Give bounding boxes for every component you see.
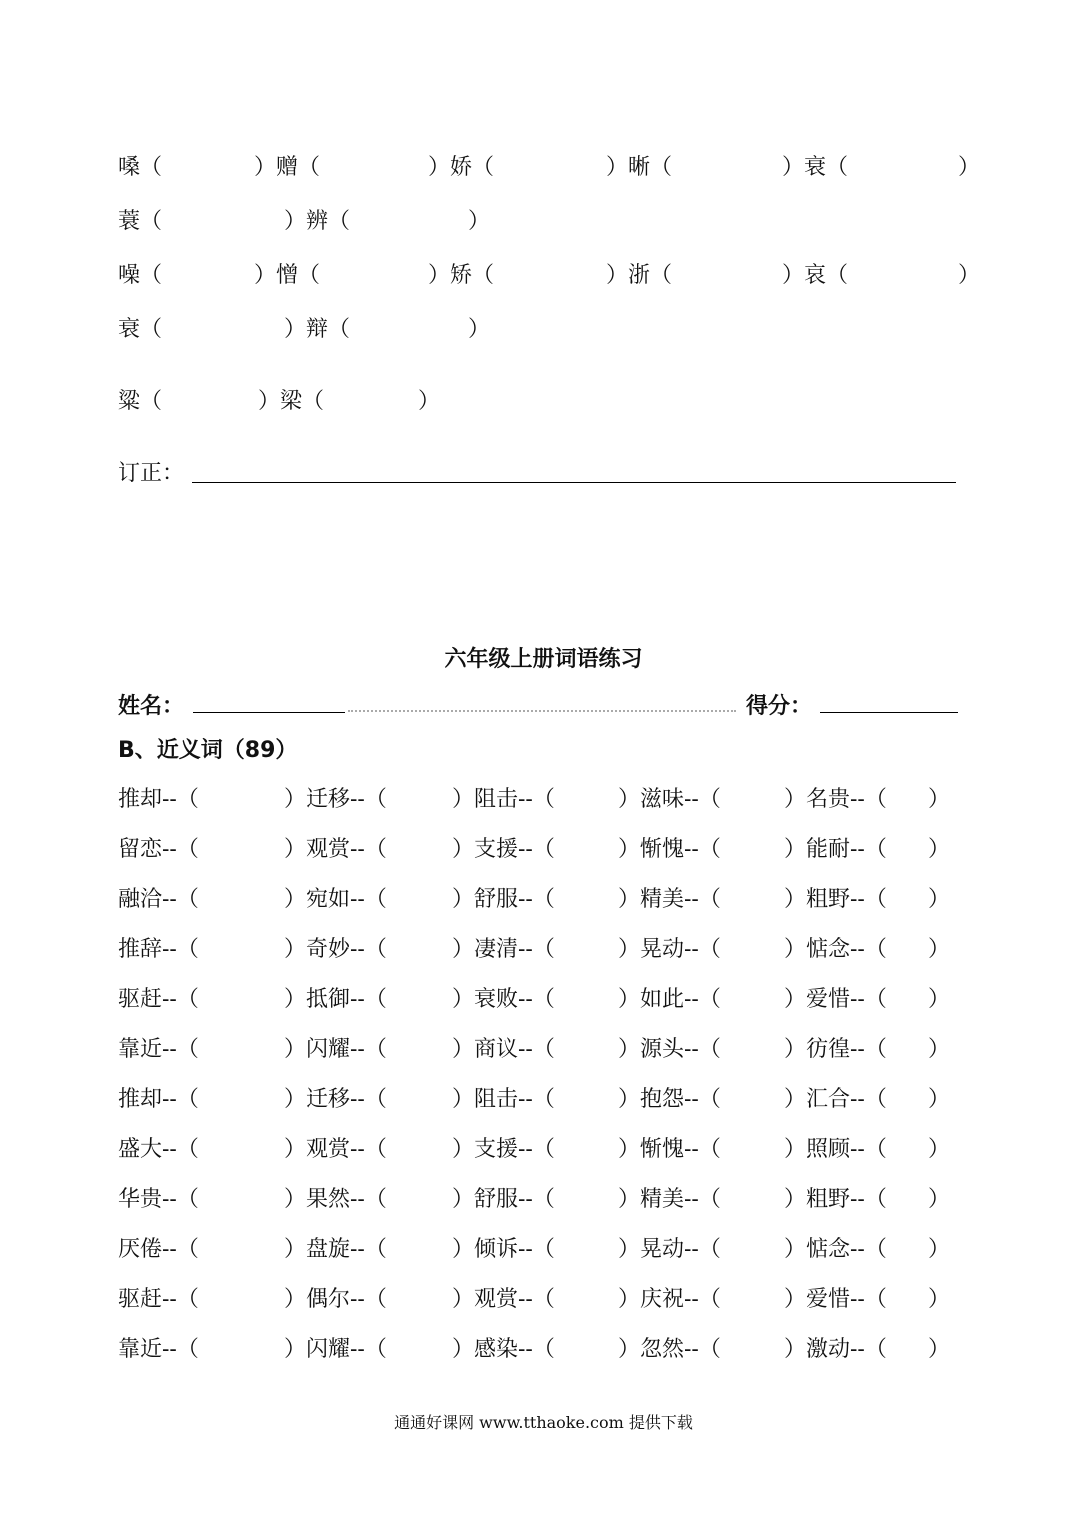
char-cell: 粱（ <box>118 389 163 414</box>
synonym-cell: ）爱惜--（ <box>784 987 887 1012</box>
synonym-cell: ）果然--（ <box>284 1187 387 1212</box>
synonym-cell: ）舒服--（ <box>452 887 555 912</box>
char-cell: ） <box>958 155 981 180</box>
synonym-cell: ）阻击--（ <box>452 1087 555 1112</box>
char-cell: ） <box>418 389 441 414</box>
synonym-cell: ）惦念--（ <box>784 1237 887 1262</box>
char-cell: ）衰（ <box>782 155 849 180</box>
synonym-cell: ） <box>928 1237 951 1262</box>
synonym-cell: 靠近--（ <box>118 1337 199 1362</box>
synonym-cell: 厌倦--（ <box>118 1237 199 1262</box>
synonym-cell: ）汇合--（ <box>784 1087 887 1112</box>
synonym-cell: ） <box>928 787 951 812</box>
synonym-cell: ）名贵--（ <box>784 787 887 812</box>
char-cell: 蓑（ <box>118 209 163 234</box>
score-line[interactable] <box>820 712 958 713</box>
footer-text: 通通好课网 www.tthaoke.com 提供下载 <box>394 1413 693 1432</box>
correction-line[interactable] <box>192 482 956 483</box>
synonym-cell: ）迁移--（ <box>284 1087 387 1112</box>
synonym-cell: ）舒服--（ <box>452 1187 555 1212</box>
synonym-cell: ） <box>928 1337 951 1362</box>
synonym-cell: ）激动--（ <box>784 1337 887 1362</box>
synonym-cell: ）惭愧--（ <box>618 1137 721 1162</box>
worksheet-title: 六年级上册词语练习 <box>444 647 643 672</box>
synonym-cell: ） <box>928 937 951 962</box>
char-cell: ）哀（ <box>782 263 849 288</box>
synonym-cell: 推却--（ <box>118 787 199 812</box>
synonym-cell: ）爱惜--（ <box>784 1287 887 1312</box>
synonym-cell: ）惭愧--（ <box>618 837 721 862</box>
synonym-cell: ）精美--（ <box>618 1187 721 1212</box>
char-cell: ）辩（ <box>284 317 351 342</box>
synonym-cell: 华贵--（ <box>118 1187 199 1212</box>
synonym-cell: ）如此--（ <box>618 987 721 1012</box>
synonym-cell: ）迁移--（ <box>284 787 387 812</box>
char-cell: ）矫（ <box>428 263 495 288</box>
synonym-cell: ）闪耀--（ <box>284 1337 387 1362</box>
synonym-cell: ）阻击--（ <box>452 787 555 812</box>
synonym-cell: ） <box>928 1087 951 1112</box>
synonym-cell: ）观赏--（ <box>452 1287 555 1312</box>
synonym-cell: ）闪耀--（ <box>284 1037 387 1062</box>
synonym-cell: ） <box>928 887 951 912</box>
synonym-cell: ）滋味--（ <box>618 787 721 812</box>
synonym-cell: ） <box>928 1037 951 1062</box>
synonym-cell: ）能耐--（ <box>784 837 887 862</box>
char-cell: ）晰（ <box>606 155 673 180</box>
synonym-cell: ）晃动--（ <box>618 1237 721 1262</box>
synonym-cell: ）粗野--（ <box>784 887 887 912</box>
char-cell: 嗓（ <box>118 155 163 180</box>
char-cell: ） <box>468 209 491 234</box>
synonym-cell: ）支援--（ <box>452 837 555 862</box>
char-cell: ）憎（ <box>254 263 321 288</box>
synonym-cell: ）盘旋--（ <box>284 1237 387 1262</box>
section-title: B、近义词（89） <box>118 738 298 763</box>
synonym-cell: 推却--（ <box>118 1087 199 1112</box>
synonym-cell: ）观赏--（ <box>284 837 387 862</box>
synonym-cell: ）倾诉--（ <box>452 1237 555 1262</box>
synonym-cell: ） <box>928 987 951 1012</box>
synonym-cell: ）奇妙--（ <box>284 937 387 962</box>
synonym-cell: ） <box>928 837 951 862</box>
synonym-cell: ）忽然--（ <box>618 1337 721 1362</box>
synonym-cell: ） <box>928 1137 951 1162</box>
synonym-cell: ）凄清--（ <box>452 937 555 962</box>
synonym-cell: ）惦念--（ <box>784 937 887 962</box>
synonym-cell: 留恋--（ <box>118 837 199 862</box>
synonym-cell: ）彷徨--（ <box>784 1037 887 1062</box>
synonym-cell: ）支援--（ <box>452 1137 555 1162</box>
char-cell: ）赠（ <box>254 155 321 180</box>
synonym-cell: ）宛如--（ <box>284 887 387 912</box>
synonym-cell: 驱赶--（ <box>118 987 199 1012</box>
name-line[interactable] <box>193 712 345 713</box>
char-cell: ）辨（ <box>284 209 351 234</box>
synonym-cell: ） <box>928 1187 951 1212</box>
char-cell: ） <box>958 263 981 288</box>
synonym-cell: ）庆祝--（ <box>618 1287 721 1312</box>
synonym-cell: 融洽--（ <box>118 887 199 912</box>
dotted-divider <box>348 710 736 712</box>
synonym-cell: ）衰败--（ <box>452 987 555 1012</box>
synonym-cell: ）精美--（ <box>618 887 721 912</box>
synonym-cell: ）观赏--（ <box>284 1137 387 1162</box>
char-cell: 噪（ <box>118 263 163 288</box>
synonym-cell: ）粗野--（ <box>784 1187 887 1212</box>
synonym-cell: ）抵御--（ <box>284 987 387 1012</box>
score-label: 得分： <box>746 694 813 719</box>
correction-label: 订正： <box>118 461 185 486</box>
char-cell: ）浙（ <box>606 263 673 288</box>
char-cell: ）娇（ <box>428 155 495 180</box>
synonym-cell: ）抱怨--（ <box>618 1087 721 1112</box>
synonym-cell: ）商议--（ <box>452 1037 555 1062</box>
synonym-cell: ）源头--（ <box>618 1037 721 1062</box>
synonym-cell: 盛大--（ <box>118 1137 199 1162</box>
synonym-cell: 驱赶--（ <box>118 1287 199 1312</box>
synonym-cell: ）照顾--（ <box>784 1137 887 1162</box>
name-label: 姓名： <box>118 694 185 719</box>
char-cell: ）梁（ <box>258 389 325 414</box>
synonym-cell: ） <box>928 1287 951 1312</box>
char-cell: ） <box>468 317 491 342</box>
synonym-cell: ）偶尔--（ <box>284 1287 387 1312</box>
synonym-cell: 靠近--（ <box>118 1037 199 1062</box>
synonym-cell: ）晃动--（ <box>618 937 721 962</box>
synonym-cell: ）感染--（ <box>452 1337 555 1362</box>
char-cell: 衰（ <box>118 317 163 342</box>
synonym-cell: 推辞--（ <box>118 937 199 962</box>
